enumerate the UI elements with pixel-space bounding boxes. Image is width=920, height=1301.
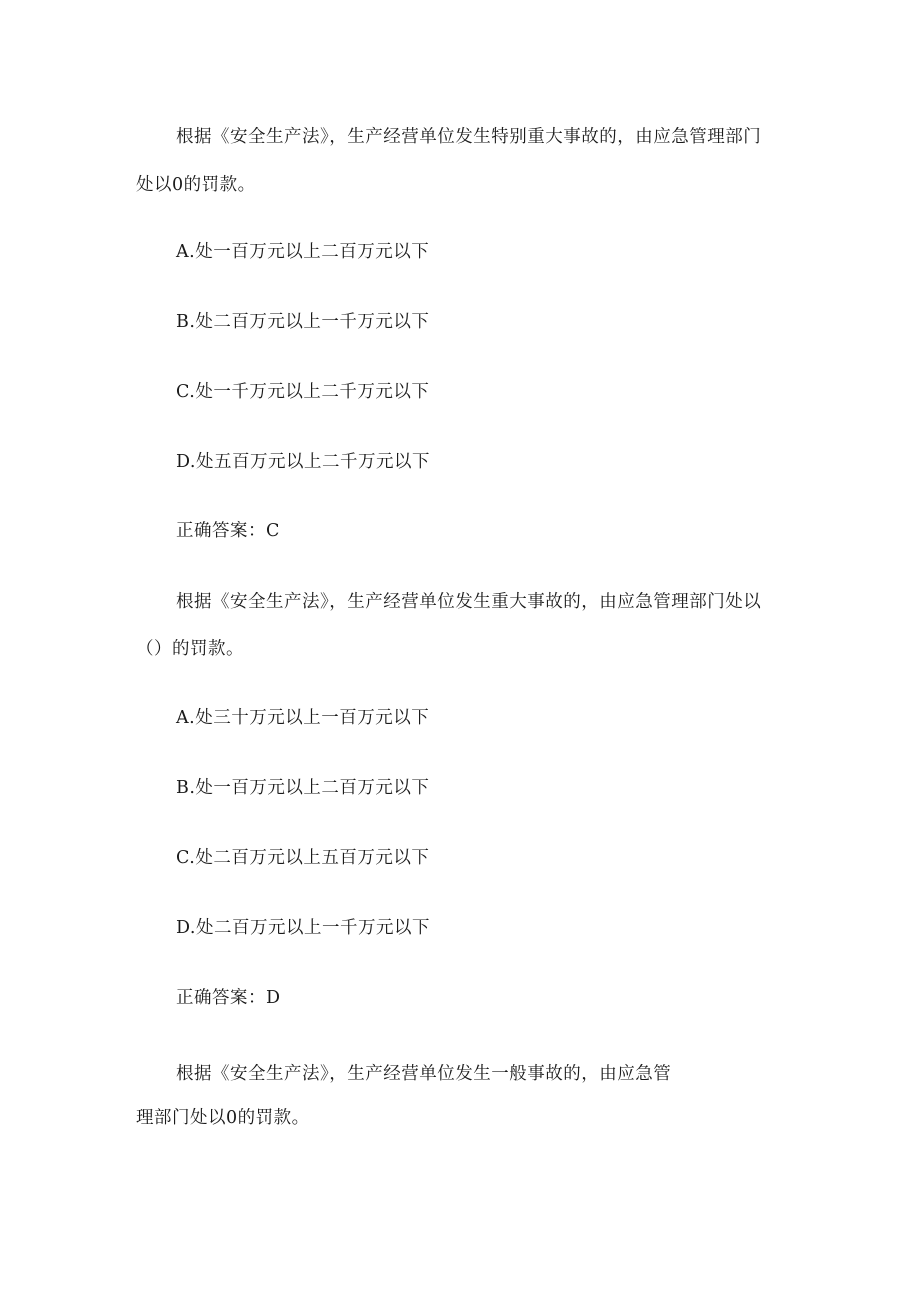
question-1-option-d: D.处五百万元以上二千万元以下 (176, 452, 430, 472)
question-1-option-b: B.处二百万元以上一千万元以下 (176, 312, 430, 332)
question-1-option-a: A.处一百万元以上二百万元以下 (176, 242, 430, 262)
question-2-stem-line-1: 根据《安全生产法》，生产经营单位发生重大事故的，由应急管理部门处以 (176, 592, 762, 612)
question-2-answer: 正确答案：D (176, 988, 281, 1008)
question-2-option-b: B.处一百万元以上二百万元以下 (176, 778, 430, 798)
question-1-stem-line-2: 处以0的罚款。 (136, 175, 256, 195)
question-1-answer: 正确答案：C (176, 521, 280, 541)
question-3-stem-line-1: 根据《安全生产法》，生产经营单位发生一般事故的，由应急管 (176, 1064, 672, 1084)
question-2-option-a: A.处三十万元以上一百万元以下 (176, 708, 430, 728)
question-3-stem-line-2: 理部门处以0的罚款。 (136, 1108, 310, 1128)
question-2-option-d: D.处二百万元以上一千万元以下 (176, 918, 430, 938)
question-1-stem-line-1: 根据《安全生产法》，生产经营单位发生特别重大事故的，由应急管理部门 (176, 127, 762, 147)
question-2-stem-line-2: （）的罚款。 (136, 639, 244, 659)
question-2-option-c: C.处二百万元以上五百万元以下 (176, 848, 430, 868)
question-1-option-c: C.处一千万元以上二千万元以下 (176, 382, 430, 402)
